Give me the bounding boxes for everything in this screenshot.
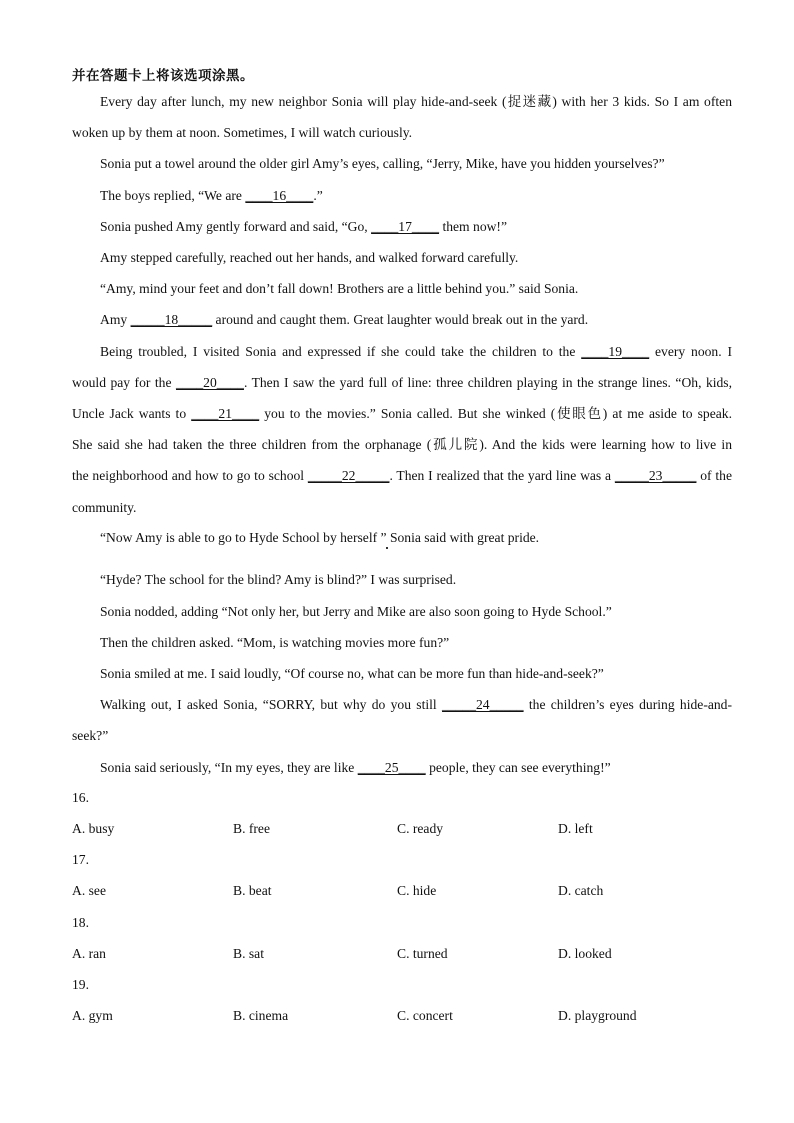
option-b[interactable]: B. sat xyxy=(233,946,264,961)
passage-line: She said she had taken the three children from the orphanage (孤儿院). And the kids were learning how to live in xyxy=(72,437,732,452)
passage-line: “Hyde? The school for the blind? Amy is blind?” I was surprised. xyxy=(100,572,457,587)
option-d[interactable]: D. catch xyxy=(558,883,604,898)
option-b[interactable]: B. free xyxy=(233,821,270,836)
passage-line xyxy=(100,343,732,361)
passage-line: Then the children asked. “Mom, is watching movies more fun?” xyxy=(100,635,450,650)
passage-line: Amy stepped carefully, reached out her hands, and walked forward carefully. xyxy=(100,250,519,265)
passage-line: “Now Amy is able to go to Hyde School by herself ” Sonia said with great pride. xyxy=(100,530,540,545)
text-segment: . Then I saw the yard full of line: three children playing in the strange lines. “Oh, kids, xyxy=(243,375,732,390)
passage-line xyxy=(100,311,732,329)
passage-line: Sonia smiled at me. I said loudly, “Of course no, what can be more fun than hide-and-seek?” xyxy=(100,666,604,681)
text-segment: people, they can see everything!” xyxy=(425,760,611,775)
option-a[interactable]: A. busy xyxy=(72,821,115,836)
passage-line: seek?” xyxy=(72,728,109,743)
text-segment: The boys replied, “We are xyxy=(100,188,246,203)
text-segment: . Then I realized that the yard line was a xyxy=(389,468,615,483)
text-segment: around and caught them. Great laughter would break out in the yard. xyxy=(212,312,589,327)
blank-21: ____21____ xyxy=(191,406,260,421)
text-segment: the children’s eyes during hide-and- xyxy=(523,697,732,712)
text-segment: the neighborhood and how to go to school xyxy=(72,468,308,483)
passage-line xyxy=(100,218,732,236)
option-b[interactable]: B. cinema xyxy=(233,1008,289,1023)
question-number: 17. xyxy=(72,852,89,867)
blank-25: ____25____ xyxy=(357,760,426,775)
passage-line xyxy=(100,187,732,205)
question-number: 18. xyxy=(72,915,89,930)
text-segment: .” xyxy=(313,188,323,203)
text-segment: Uncle Jack wants to xyxy=(72,406,192,421)
passage-line: woken up by them at noon. Sometimes, I will watch curiously. xyxy=(72,125,413,140)
instruction-heading: 并在答题卡上将该选项涂黑。 xyxy=(72,68,254,84)
option-c[interactable]: C. ready xyxy=(397,821,444,836)
blank-16: ____16____ xyxy=(245,188,314,203)
option-a[interactable]: A. ran xyxy=(72,946,106,961)
blank-23: _____23_____ xyxy=(614,468,697,483)
question-number: 19. xyxy=(72,977,89,992)
text-segment: Sonia pushed Amy gently forward and said, “Go, xyxy=(100,219,372,234)
passage-line: Sonia put a towel around the older girl Amy’s eyes, calling, “Jerry, Mike, have you hidden yourselves?” xyxy=(100,156,665,171)
passage-line: Sonia nodded, adding “Not only her, but Jerry and Mike are also soon going to Hyde School.” xyxy=(100,604,612,619)
passage-line: Every day after lunch, my new neighbor Sonia will play hide-and-seek (捉迷藏) with her 3 kids. So I am often xyxy=(100,94,732,109)
blank-24: _____24_____ xyxy=(442,697,524,712)
passage-line xyxy=(72,467,732,485)
text-segment: every noon. I xyxy=(649,344,732,359)
option-c[interactable]: C. turned xyxy=(397,946,448,961)
question-number: 16. xyxy=(72,790,89,805)
option-d[interactable]: D. looked xyxy=(558,946,612,961)
blank-20: ____20____ xyxy=(175,375,244,390)
option-a[interactable]: A. see xyxy=(72,883,106,898)
text-segment: you to the movies.” Sonia called. But she winked (使眼色) at me aside to speak. xyxy=(259,406,732,421)
text-segment: Being troubled, I visited Sonia and expressed if she could take the children to the xyxy=(100,344,582,359)
blank-18: _____18_____ xyxy=(130,312,213,327)
option-c[interactable]: C. concert xyxy=(397,1008,453,1023)
option-a[interactable]: A. gym xyxy=(72,1008,113,1023)
text-segment: would pay for the xyxy=(72,375,176,390)
option-b[interactable]: B. beat xyxy=(233,883,272,898)
blank-17: ____17____ xyxy=(371,219,440,234)
passage-line xyxy=(72,374,732,392)
passage-line xyxy=(72,405,732,423)
passage-line xyxy=(100,759,732,777)
blank-19: ____19____ xyxy=(581,344,650,359)
option-d[interactable]: D. playground xyxy=(558,1008,637,1023)
passage-line xyxy=(100,696,732,714)
blank-22: _____22_____ xyxy=(307,468,390,483)
text-segment: them now!” xyxy=(439,219,507,234)
passage-line: community. xyxy=(72,500,137,515)
option-d[interactable]: D. left xyxy=(558,821,593,836)
text-segment: of the xyxy=(696,468,732,483)
text-segment: Walking out, I asked Sonia, “SORRY, but why do you still xyxy=(100,697,443,712)
option-c[interactable]: C. hide xyxy=(397,883,437,898)
stray-dot xyxy=(386,547,388,549)
text-segment: Amy xyxy=(100,312,131,327)
passage-line: “Amy, mind your feet and don’t fall down! Brothers are a little behind you.” said Sonia. xyxy=(100,281,579,296)
text-segment: Sonia said seriously, “In my eyes, they are like xyxy=(100,760,358,775)
